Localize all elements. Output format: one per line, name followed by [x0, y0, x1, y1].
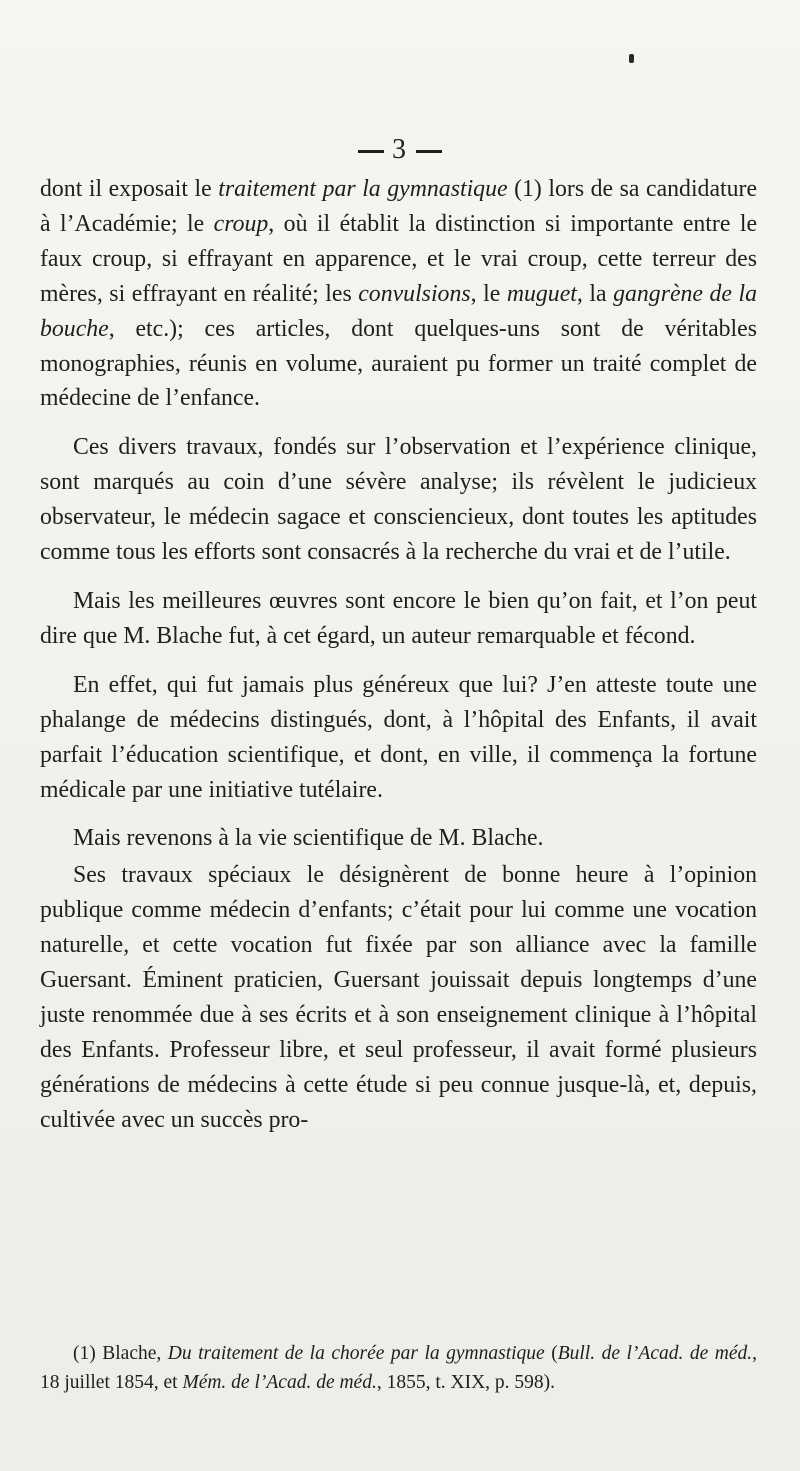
- paragraph: [40, 668, 757, 808]
- text-run: , la: [576, 280, 614, 307]
- italic-text: Mém. de l’Acad. de méd.: [182, 1372, 377, 1393]
- paragraph: [40, 858, 757, 1137]
- body-text: [40, 172, 757, 1138]
- footnotes: [40, 1339, 757, 1397]
- italic-text: croup: [213, 210, 269, 237]
- text-run: Mais revenons à la vie scientifique de M. Blache.: [73, 825, 544, 852]
- text-run: , 18 juillet 1854, et: [40, 1343, 757, 1393]
- footnote: [40, 1339, 757, 1397]
- italic-text: gangrène de la bouche: [40, 280, 758, 342]
- text-run: Mais les meilleures œuvres sont encore le bien qu’on fait, et l’on peut dire que M. Blache fut, à cet égard, un auteur remarquable et fécond.: [40, 587, 757, 649]
- text-run: En effet, qui fut jamais plus généreux que lui? J’en atteste toute une phalange de médecins distingués, dont, à l’hôpital des Enfants, il avait parfait l’éducation scientifique, et dont, en ville, il commença la fortune médicale par une initiative tutélaire.: [40, 671, 757, 803]
- text-run: Ses travaux spéciaux le désignèrent de bonne heure à l’opinion publique comme médecin d’enfants; c’était pour lui comme une vocation naturelle, et cette vocation fut fixée par son alliance avec la famille Guersant. Éminent praticien, Guersant jouissait depuis longtemps d’une juste renommée due à ses écrits et à son enseignement clinique à l’hôpital des Enfants. Professeur libre, et seul professeur, il avait formé plusieurs générations de médecins à cette étude si peu connue jusque-là, et, depuis, cultivée avec un succès pro-: [40, 862, 757, 1133]
- italic-text: traitement par la gymnastique: [218, 176, 508, 202]
- paragraph: [40, 172, 757, 416]
- text-run: , etc.); ces articles, dont quelques-uns sont de véritables monographies, réunis en volume, auraient pu former un traité complet de médecine de l’enfance.: [40, 315, 757, 412]
- page-number-left-dash: [358, 150, 384, 153]
- italic-text: muguet: [506, 280, 577, 307]
- text-run: , où il établit la distinction si importante entre le faux croup, si effrayant en apparence, et le vrai croup, cette terreur des mères, si effrayant en réalité; les: [40, 210, 758, 307]
- text-run: (: [544, 1343, 558, 1364]
- italic-text: convulsions: [358, 280, 471, 307]
- text-run: Ces divers travaux, fondés sur l’observation et l’expérience clinique, sont marqués au coin d’une sévère analyse; ils révèlent le judicieux observateur, le médecin sagace et consciencieux, dont toutes les aptitudes comme tous les efforts sont consacrés à la recherche du vrai et de l’utile.: [40, 434, 757, 566]
- text-run: (1) Blache,: [73, 1343, 168, 1364]
- text-run: , le: [470, 280, 507, 307]
- text-run: , 1855, t. XIX, p. 598).: [376, 1372, 556, 1393]
- paragraph: [40, 821, 757, 856]
- paragraph: [40, 430, 757, 570]
- ink-speck: [629, 54, 634, 63]
- italic-text: Bull. de l’Acad. de méd.: [557, 1343, 753, 1364]
- text-run: dont il exposait le: [40, 176, 219, 202]
- page-number-right-dash: [416, 150, 442, 153]
- text-run: (1) lors de sa candidature à l’Académie; le: [40, 176, 758, 237]
- italic-text: Du traitement de la chorée par la gymnastique: [167, 1343, 545, 1364]
- page-number: [0, 134, 800, 166]
- paragraph: [40, 584, 757, 654]
- page-number-value: 3: [392, 134, 408, 165]
